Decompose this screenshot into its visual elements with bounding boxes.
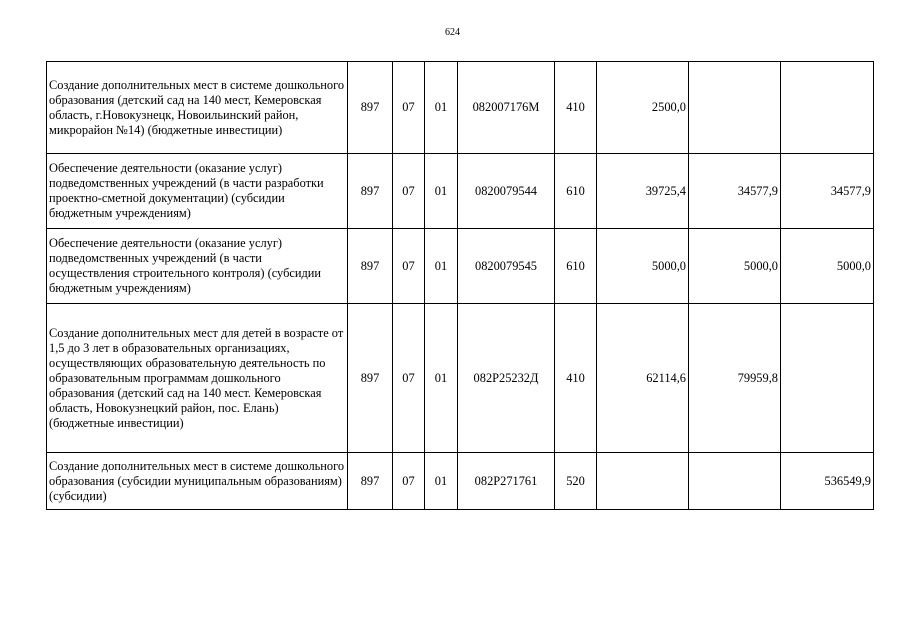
admin-code: 897	[348, 304, 393, 453]
subsection-code: 01	[425, 304, 458, 453]
section-code: 07	[393, 154, 425, 229]
table-row	[47, 304, 874, 453]
budget-table	[46, 61, 874, 510]
admin-code: 897	[348, 453, 393, 510]
amount-year-2	[689, 62, 781, 154]
amount-year-3	[781, 62, 874, 154]
expense-name: Обеспечение деятельности (оказание услуг) подведомственных учреждений (в части осуществления строительного контроля) (субсидии бюджетным учреждениям)	[47, 229, 348, 304]
expense-name: Создание дополнительных мест в системе дошкольного образования (субсидии муниципальным образованиям) (субсидии)	[47, 453, 348, 510]
page-number: 624	[445, 27, 460, 38]
amount-year-1: 39725,4	[597, 154, 689, 229]
amount-year-2: 5000,0	[689, 229, 781, 304]
section-code: 07	[393, 453, 425, 510]
table-row	[47, 453, 874, 510]
expense-type-code: 410	[555, 304, 597, 453]
amount-year-1	[597, 453, 689, 510]
expense-type-code: 410	[555, 62, 597, 154]
expense-type-code: 610	[555, 154, 597, 229]
amount-year-3: 5000,0	[781, 229, 874, 304]
expense-type-code: 520	[555, 453, 597, 510]
subsection-code: 01	[425, 62, 458, 154]
amount-year-1: 5000,0	[597, 229, 689, 304]
amount-year-1: 2500,0	[597, 62, 689, 154]
expense-name: Обеспечение деятельности (оказание услуг) подведомственных учреждений (в части разработки проектно-сметной документации) (субсидии бюджетным учреждениям)	[47, 154, 348, 229]
amount-year-2: 34577,9	[689, 154, 781, 229]
target-article-code: 082P25232Д	[458, 304, 555, 453]
table-row	[47, 154, 874, 229]
expense-name: Создание дополнительных мест в системе дошкольного образования (детский сад на 140 мест, Кемеровская область, г.Новокузнецк, Новоильинский район, микрорайон №14) (бюджетные инвестиции)	[47, 62, 348, 154]
amount-year-3	[781, 304, 874, 453]
target-article-code: 082007176М	[458, 62, 555, 154]
target-article-code: 082P271761	[458, 453, 555, 510]
admin-code: 897	[348, 229, 393, 304]
amount-year-3: 536549,9	[781, 453, 874, 510]
target-article-code: 0820079544	[458, 154, 555, 229]
table-row	[47, 62, 874, 154]
section-code: 07	[393, 304, 425, 453]
section-code: 07	[393, 62, 425, 154]
amount-year-1: 62114,6	[597, 304, 689, 453]
section-code: 07	[393, 229, 425, 304]
amount-year-3: 34577,9	[781, 154, 874, 229]
expense-type-code: 610	[555, 229, 597, 304]
subsection-code: 01	[425, 453, 458, 510]
table-row	[47, 229, 874, 304]
admin-code: 897	[348, 154, 393, 229]
expense-name: Создание дополнительных мест для детей в возрасте от 1,5 до 3 лет в образовательных организациях, осуществляющих образовательную деятельность по образовательным программам дошкольного образования (детский сад на 140 мест. Кемеровская область, Новокузнецкий район, пос. Елань) (бюджетные инвестиции)	[47, 304, 348, 453]
subsection-code: 01	[425, 229, 458, 304]
subsection-code: 01	[425, 154, 458, 229]
amount-year-2: 79959,8	[689, 304, 781, 453]
target-article-code: 0820079545	[458, 229, 555, 304]
admin-code: 897	[348, 62, 393, 154]
amount-year-2	[689, 453, 781, 510]
